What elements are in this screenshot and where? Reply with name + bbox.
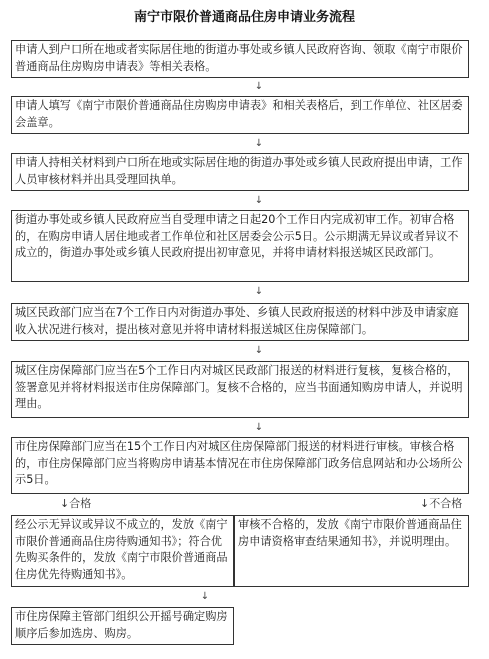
fail-result-box: 审核不合格的，发放《南宁市限价普通商品住房申请资格审查结果通知书》，并说明理由。 bbox=[234, 515, 469, 587]
branch-pass-label: ↓合格 bbox=[60, 497, 92, 510]
arrow-down-icon: ↓ bbox=[254, 286, 264, 297]
arrow-down-icon: ↓ bbox=[254, 422, 264, 433]
pass-result-box: 经公示无异议或异议不成立的，发放《南宁市限价普通商品住房待购通知书》；符合优先购买条件的，发放《南宁市限价普通商品住房优先待购通知书》。 bbox=[11, 515, 234, 587]
arrow-down-icon: ↓ bbox=[254, 345, 264, 356]
branch-fail-label: ↓不合格 bbox=[420, 497, 463, 510]
arrow-down-icon: ↓ bbox=[200, 591, 210, 602]
final-step-box: 市住房保障主管部门组织公开摇号确定购房顺序后参加选房、购房。 bbox=[11, 607, 234, 645]
page-title: 南宁市限价普通商品住房申请业务流程 bbox=[133, 10, 355, 25]
arrow-down-icon: ↓ bbox=[254, 138, 264, 149]
arrow-down-icon: ↓ bbox=[254, 195, 264, 206]
step-4-box: 街道办事处或乡镇人民政府应当自受理申请之日起20个工作日内完成初审工作。初审合格的，在购房申请人居住地或者工作单位和社区居委会公示5日。公示期满无异议或者异议不成立的，街道办事处或乡镇人民政府提出初审意见，并将申请材料报送城区民政部门。 bbox=[11, 210, 469, 282]
step-2-box: 申请人填写《南宁市限价普通商品住房购房申请表》和相关表格后，到工作单位、社区居委会盖章。 bbox=[11, 96, 469, 134]
step-6-box: 城区住房保障部门应当在5个工作日内对城区民政部门报送的材料进行复核，复核合格的，签署意见并将材料报送市住房保障部门。复核不合格的，应当书面通知购房申请人，并说明理由。 bbox=[11, 361, 469, 418]
step-1-box: 申请人到户口所在地或者实际居住地的街道办事处或乡镇人民政府咨询、领取《南宁市限价普通商品住房购房申请表》等相关表格。 bbox=[11, 40, 469, 78]
arrow-down-icon: ↓ bbox=[254, 81, 264, 92]
step-7-box: 市住房保障部门应当在15个工作日内对城区住房保障部门报送的材料进行审核。审核合格的，市住房保障部门应当将购房申请基本情况在市住房保障部门政务信息网站和办公场所公示5日。 bbox=[11, 437, 469, 494]
step-3-box: 申请人持相关材料到户口所在地或实际居住地的街道办事处或乡镇人民政府提出申请，工作人员审核材料并出具受理回执单。 bbox=[11, 153, 469, 191]
step-5-box: 城区民政部门应当在7个工作日内对街道办事处、乡镇人民政府报送的材料中涉及申请家庭收入状况进行核对，提出核对意见并将申请材料报送城区住房保障部门。 bbox=[11, 303, 469, 341]
